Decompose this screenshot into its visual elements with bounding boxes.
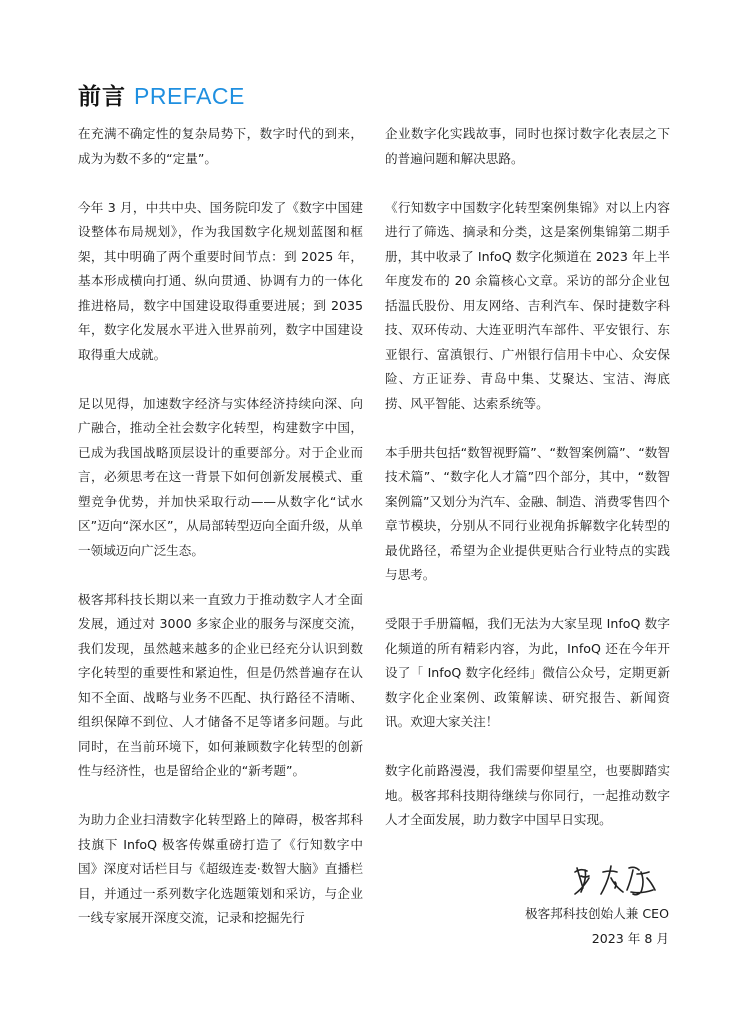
paragraph: 足以见得，加速数字经济与实体经济持续向深、向广融合，推动全社会数字化转型，构建数字中国，已成为我国战略顶层设计的重要部分。对于企业而言，必须思考在这一背景下如何创新发展模式、重塑竞争优势，并加快采取行动——从数字化“试水区”迈向“深水区”，从局部转型迈向全面升级，从单一领域迈向广泛生态。 (78, 395, 363, 558)
paragraph: 企业数字化实践故事，同时也探讨数字化表层之下的普遍问题和解决思路。 (385, 126, 670, 166)
title-chinese: 前言 (78, 84, 126, 110)
paragraph: 极客邦科技长期以来一直致力于推动数字人才全面发展，通过对 3000 多家企业的服务与深度交流，我们发现，虽然越来越多的企业已经充分认识到数字化转型的重要性和紧迫性，但是仍然普遍存在认知不全面、战略与业务不匹配、执行路径不清晰、组织保障不到位、人才储备不足等诸多问题。与此同时，在当前环境下，如何兼顾数字化转型的创新性与经济性，也是留给企业的“新考题”。 (78, 591, 363, 778)
page-title (78, 78, 245, 110)
left-column (78, 122, 363, 955)
paragraph: 为助力企业扫清数字化转型路上的障碍，极客邦科技旗下 InfoQ 极客传媒重磅打造了《行知数字中国》深度对话栏目与《超级连麦·数智大脑》直播栏目，并通过一系列数字化选题策划和采访，与企业一线专家展开深度交流，记录和挖掘先行 (78, 812, 363, 925)
signature-date: 2023 年 8 月 (591, 930, 669, 946)
paragraph: 受限于手册篇幅，我们无法为大家呈现 InfoQ 数字化频道的所有精彩内容，为此，InfoQ 还在今年开设了「 InfoQ 数字化经纬」微信公众号，定期更新数字化企业案例、政策解读、研究报告、新闻资讯。欢迎大家关注！ (385, 616, 670, 729)
paragraph: 《行知数字中国数字化转型案例集锦》对以上内容进行了筛选、摘录和分类，这是案例集锦第二期手册，其中收录了 InfoQ 数字化频道在 2023 年上半年度发布的 20 余篇核心文章。采访的部分企业包括温氏股份、用友网络、吉利汽车、保时捷数字科技、双环传动、大连亚明汽车部件、平安银行、东亚银行、富滇银行、广州银行信用卡中心、众安保险、方正证券、青岛中集、艾聚达、宝洁、海底捞、风平智能、达索系统等。 (385, 199, 670, 411)
title-english: PREFACE (134, 83, 245, 109)
paragraph: 今年 3 月，中共中央、国务院印发了《数字中国建设整体布局规划》，作为我国数字化规划蓝图和框架，其中明确了两个重要时间节点：到 2025 年，基本形成横向打通、纵向贯通、协调有力的一体化推进格局，数字中国建设取得重要进展；到 2035 年，数字化发展水平进入世界前列，数字中国建设取得重大成就。 (78, 199, 363, 362)
signature-author: 极客邦科技创始人兼 CEO (524, 906, 669, 921)
paragraph: 在充满不确定性的复杂局势下，数字时代的到来，成为为数不多的“定量”。 (78, 126, 363, 166)
signature-block (385, 858, 669, 951)
handwritten-signature-icon (567, 858, 663, 902)
paragraph: 本手册共包括“数智视野篇”、“数智案例篇”、“数智技术篇”、“数字化人才篇”四个部分，其中，“数智案例篇”又划分为汽车、金融、制造、消费零售四个章节模块，分别从不同行业视角拆解数字化转型的最优路径，希望为企业提供更贴合行业特点的实践与思考。 (385, 444, 670, 582)
paragraph: 数字化前路漫漫，我们需要仰望星空，也要脚踏实地。极客邦科技期待继续与你同行，一起推动数字人才全面发展，助力数字中国早日实现。 (385, 763, 670, 827)
right-column (385, 122, 670, 857)
